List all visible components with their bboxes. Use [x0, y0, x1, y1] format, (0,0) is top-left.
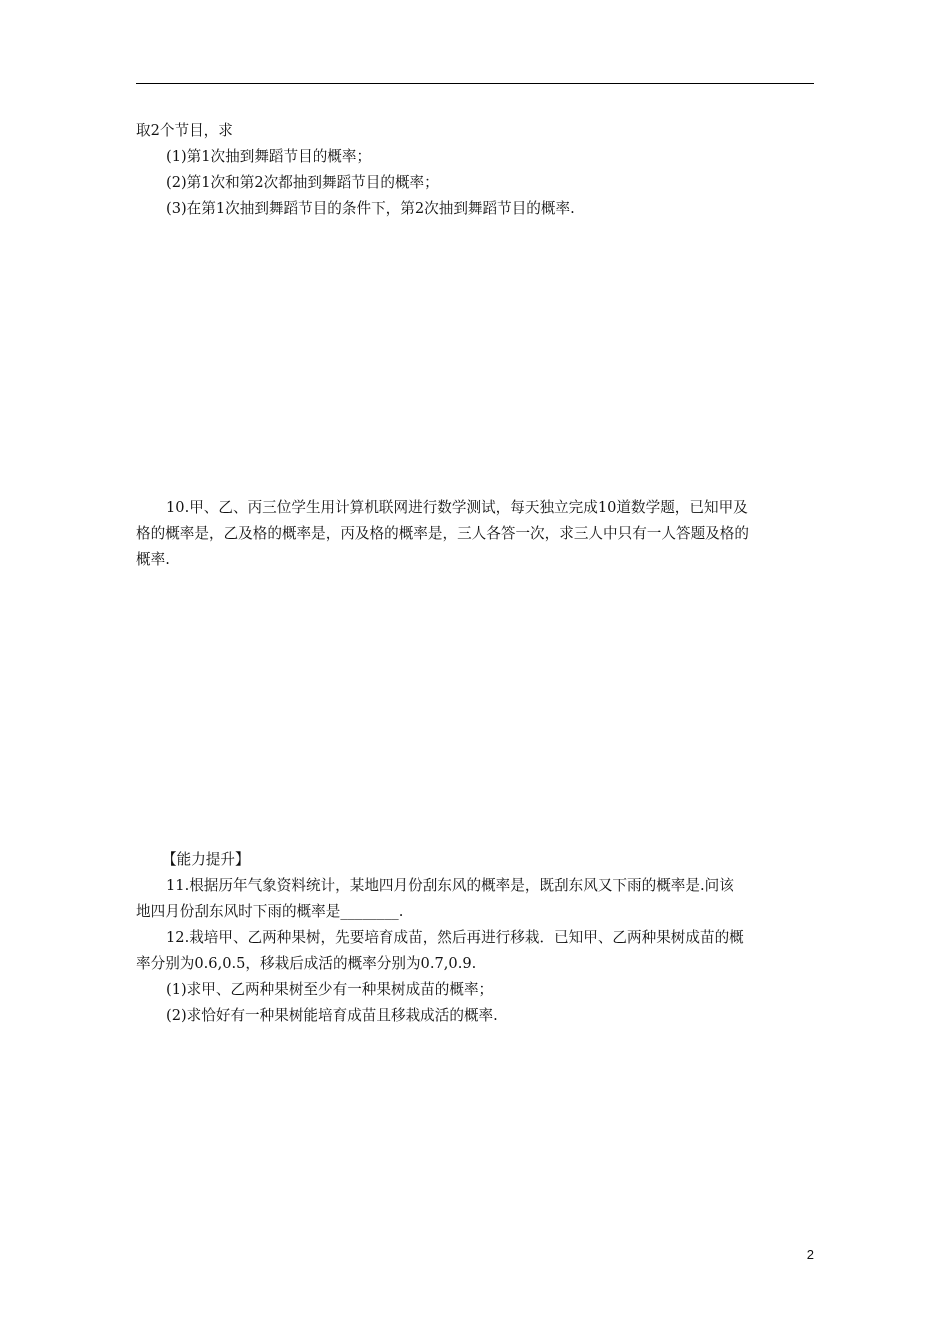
- problem-12-line-1: 12.栽培甲、乙两种果树，先要培育成苗，然后再进行移栽．已知甲、乙两种果树成苗的概: [166, 929, 744, 946]
- problem-10-line-1: 10.甲、乙、丙三位学生用计算机联网进行数学测试，每天独立完成10道数学题，已知甲及: [166, 499, 748, 516]
- page-number: 2: [806, 1247, 814, 1262]
- problem-9-question-2: (2)第1次和第2次都抽到舞蹈节目的概率；: [166, 174, 439, 191]
- header-rule: [136, 83, 814, 84]
- problem-11-line-1: 11.根据历年气象资料统计，某地四月份刮东风的概率是，既刮东风又下雨的概率是.问该: [166, 877, 734, 894]
- problem-12-line-2: 率分别为0.6,0.5，移栽后成活的概率分别为0.7,0.9.: [136, 955, 477, 972]
- problem-9-continuation: 取2个节目，求: [136, 122, 233, 139]
- problem-9-question-3: (3)在第1次抽到舞蹈节目的条件下，第2次抽到舞蹈节目的概率.: [166, 200, 575, 217]
- problem-10-line-2: 格的概率是，乙及格的概率是，丙及格的概率是，三人各答一次，求三人中只有一人答题及格的: [136, 525, 749, 542]
- problem-11-line-2: 地四月份刮东风时下雨的概率是________.: [136, 903, 404, 920]
- problem-12-question-1: (1)求甲、乙两种果树至少有一种果树成苗的概率；: [166, 981, 494, 998]
- section-title: 【能力提升】: [162, 851, 250, 868]
- problem-9-question-1: (1)第1次抽到舞蹈节目的概率；: [166, 148, 372, 165]
- problem-10-line-3: 概率.: [136, 551, 170, 568]
- problem-12-question-2: (2)求恰好有一种果树能培育成苗且移栽成活的概率.: [166, 1007, 498, 1024]
